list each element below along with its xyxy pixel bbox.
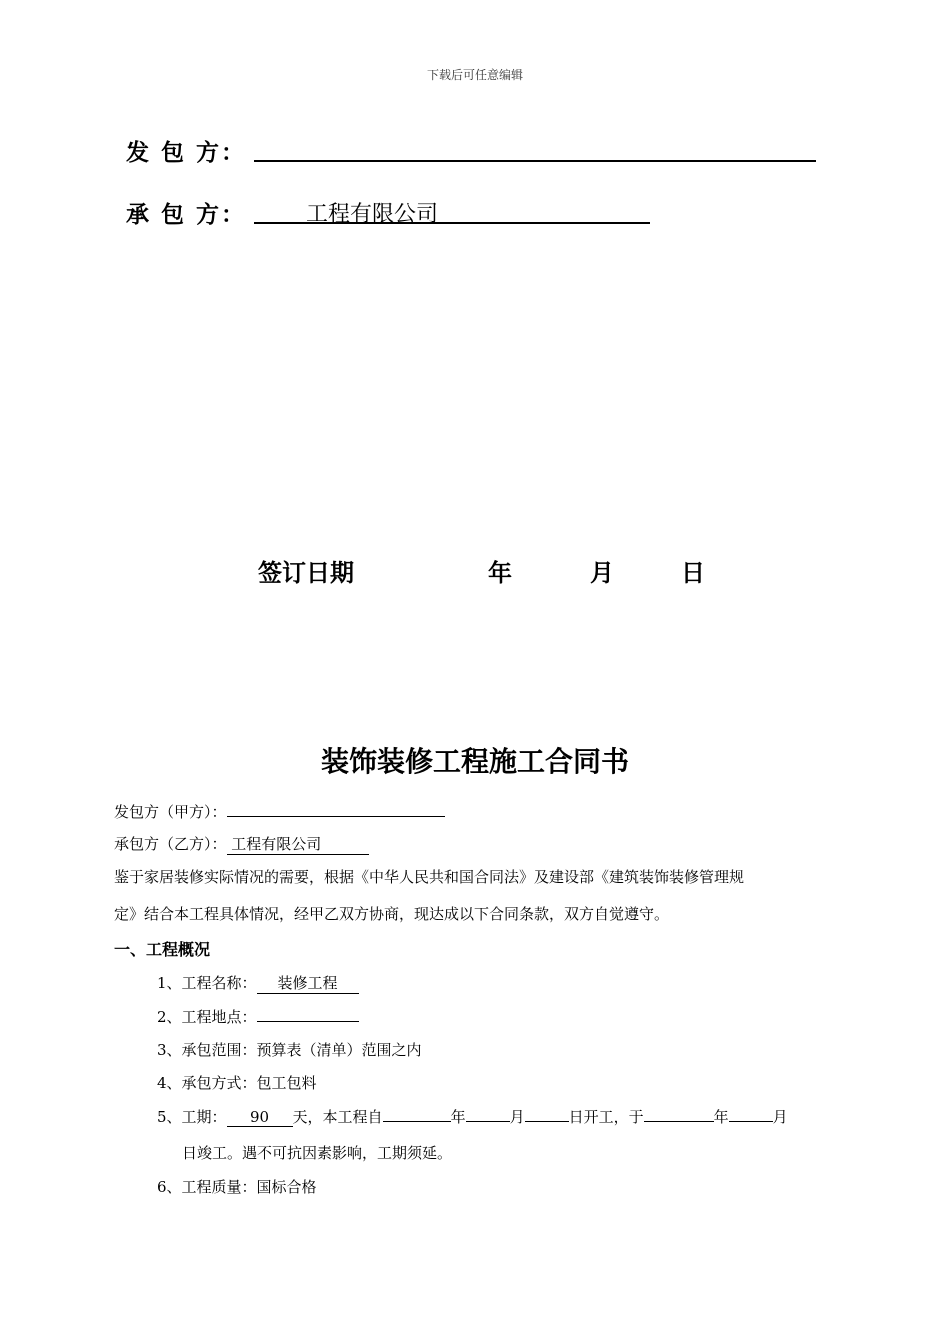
sign-year-label: 年 — [488, 559, 512, 587]
contract-title: 装饰装修工程施工合同书 — [320, 745, 629, 778]
item-2-blank — [257, 1005, 359, 1022]
item-5-text-1: 天，本工程自 — [292, 1108, 383, 1126]
preamble-line-1: 鉴于家居装修实际情况的需要，根据《中华人民共和国合同法》及建设部《建筑装饰装修管理规 — [114, 868, 745, 886]
cover-party-a-blank — [254, 160, 816, 162]
item-5-year: 年 — [450, 1108, 466, 1126]
item-1-label: 1、工程名称： — [157, 974, 257, 992]
item-2-label: 2、工程地点： — [157, 1008, 257, 1026]
download-note: 下载后可任意编辑 — [426, 68, 523, 82]
party-b-label: 承包方（乙方）： — [114, 835, 227, 853]
preamble-line-2: 定》结合本工程具体情况，经甲乙双方协商，现达成以下合同条款，双方自觉遵守。 — [114, 905, 670, 923]
item-5 — [157, 1105, 788, 1127]
cover-party-a-label: 发 包 方： — [126, 140, 247, 166]
item-4: 4、承包方式：包工包料 — [157, 1074, 317, 1092]
item-5-month: 月 — [509, 1108, 525, 1126]
party-b-row — [114, 833, 369, 855]
item-6: 6、工程质量：国标合格 — [157, 1178, 317, 1196]
item-5-year-2: 年 — [713, 1108, 729, 1126]
sign-date-label: 签订日期 — [258, 559, 354, 587]
item-5-label: 5、工期： — [157, 1108, 227, 1126]
item-5-start: 日开工，于 — [568, 1108, 644, 1126]
item-2 — [157, 1005, 359, 1027]
party-a-row — [114, 800, 445, 822]
party-a-blank — [227, 800, 445, 817]
item-5-month-2: 月 — [772, 1108, 788, 1126]
section-1-title: 一、工程概况 — [114, 940, 211, 959]
sign-day-label: 日 — [681, 559, 705, 587]
cover-party-b-company: 工程有限公司 — [306, 202, 439, 227]
item-5-start-month-blank — [466, 1105, 510, 1122]
item-5-start-year-blank — [383, 1105, 451, 1122]
item-1 — [157, 972, 359, 994]
item-5-end-year-blank — [644, 1105, 714, 1122]
sign-month-label: 月 — [590, 559, 614, 587]
item-1-value: 装修工程 — [257, 972, 359, 994]
item-3: 3、承包范围：预算表（清单）范围之内 — [157, 1041, 422, 1059]
item-5-days: 90 — [227, 1108, 293, 1127]
cover-party-b-label: 承 包 方： — [126, 202, 247, 228]
party-a-label: 发包方（甲方）： — [114, 803, 227, 821]
item-5-line-2: 日竣工。遇不可抗因素影响，工期须延。 — [182, 1144, 453, 1162]
item-5-start-day-blank — [525, 1105, 569, 1122]
party-b-company: 工程有限公司 — [227, 833, 369, 855]
item-5-end-month-blank — [729, 1105, 773, 1122]
